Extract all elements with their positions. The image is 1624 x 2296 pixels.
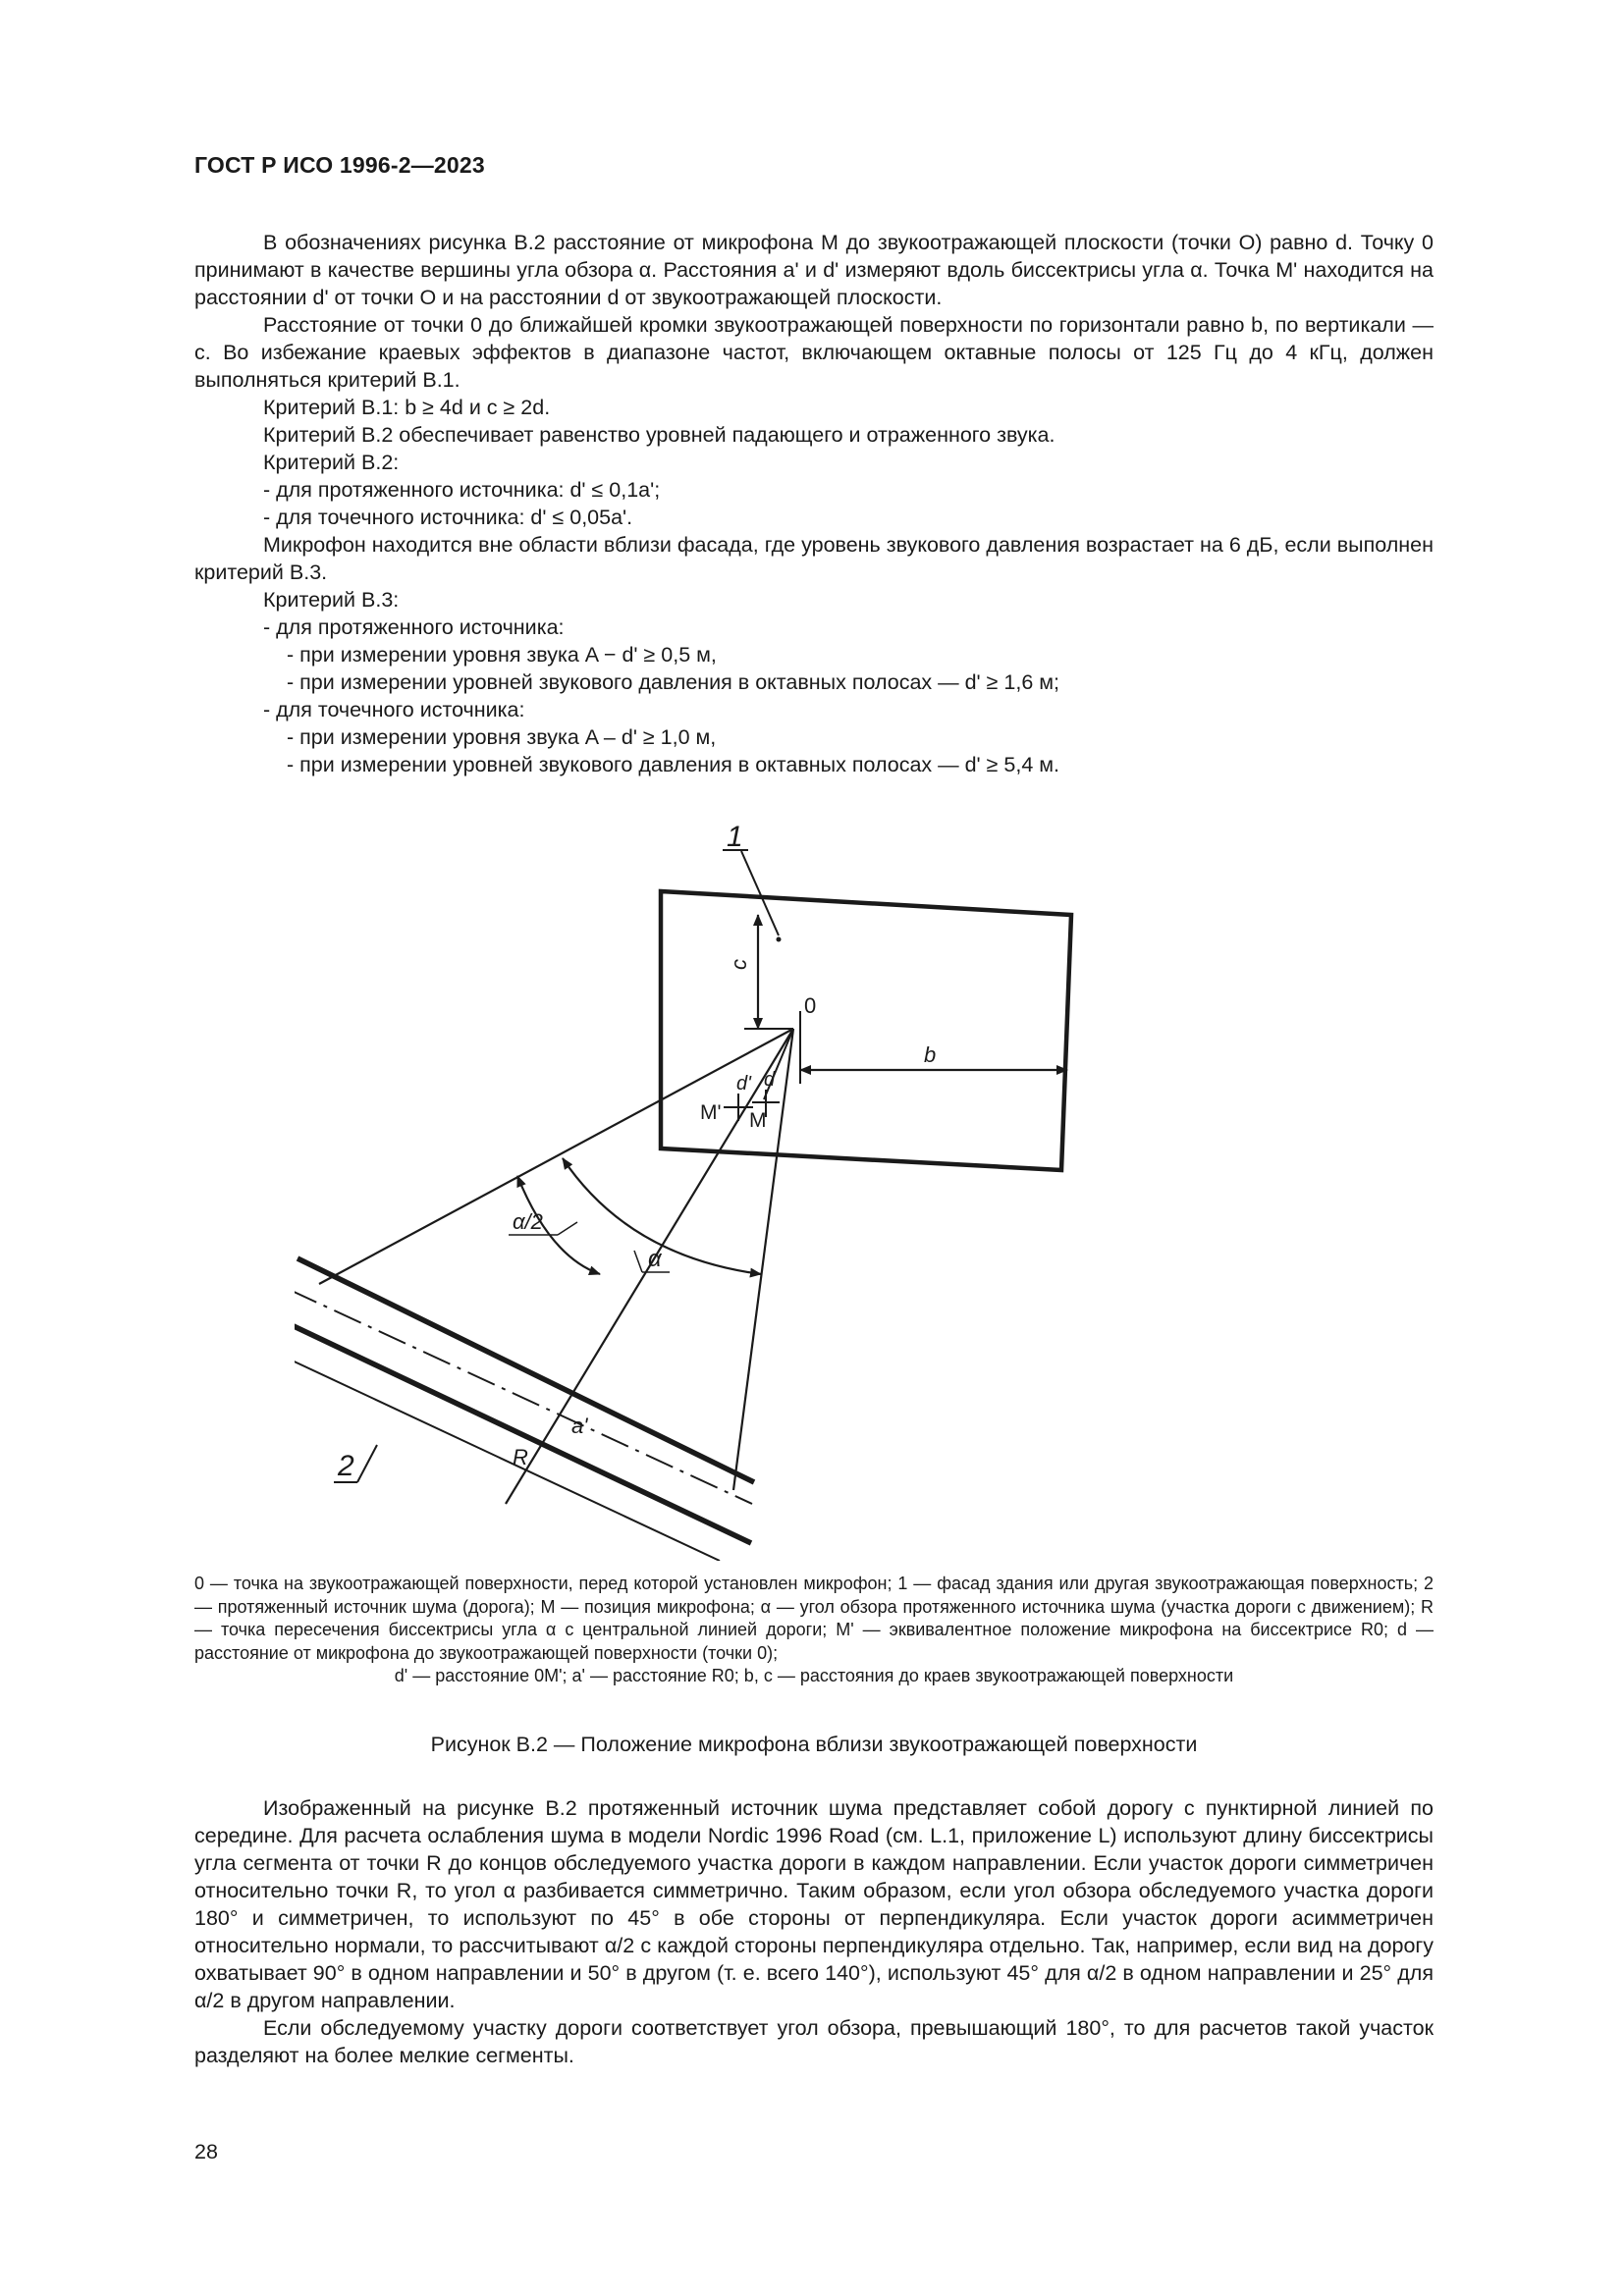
intro-paragraph-2: Расстояние от точки 0 до ближайшей кромки звукоотражающей поверхности по горизонтали равно b, по вертикали — c. Во избежание краевых эффектов в диапазоне частот, включающем октавные полосы от 125 Гц до 4 кГц, должен выполняться критерий В.1.	[194, 313, 1434, 392]
microphone-paragraph: Микрофон находится вне области вблизи фасада, где уровень звукового давления возрастает на 6 дБ, если выполнен критерий В.3.	[194, 533, 1434, 584]
criterion-b2-line-source: - для протяженного источника: d' ≤ 0,1a';	[263, 478, 661, 502]
road-extent-arrow	[295, 1335, 720, 1561]
label-m: M	[749, 1109, 767, 1132]
label-a-prime: a'	[571, 1414, 588, 1438]
view-boundary-right	[733, 1029, 793, 1490]
criterion-b3-line-octave: - при измерении уровней звукового давления в октавных полосах — d' ≥ 1,6 м;	[287, 670, 1060, 694]
label-d: d	[764, 1069, 776, 1091]
criterion-b2-point-source: - для точечного источника: d' ≤ 0,05a'.	[263, 506, 633, 529]
label-c: c	[727, 959, 751, 970]
criterion-b2-title: Критерий В.2:	[263, 451, 400, 474]
criterion-b3-title: Критерий В.3:	[263, 588, 400, 612]
criterion-b3-point-octave: - при измерении уровней звукового давления в октавных полосах — d' ≥ 5,4 м.	[287, 753, 1060, 776]
view-boundary-left	[319, 1029, 793, 1284]
label-r: R	[513, 1445, 528, 1469]
label-1-leader	[741, 851, 779, 935]
body-text	[194, 1794, 1434, 2069]
label-1: 1	[727, 821, 743, 853]
criterion-b1: Критерий В.1: b ≥ 4d и c ≥ 2d.	[263, 396, 551, 419]
arc-alpha	[563, 1158, 761, 1274]
intro-paragraph-1: В обозначениях рисунка В.2 расстояние от микрофона M до звукоотражающей плоскости (точки O) равно d. Точку 0 принимают в качестве вершины угла обзора α. Расстояния a' и d' измеряют вдоль биссектрисы угла α. Точка M' находится на расстоянии d' от точки O и на расстоянии d от звукоотражающей плоскости.	[194, 231, 1434, 309]
figure-b2	[295, 805, 1178, 1561]
figure-b2-diagram	[295, 805, 1178, 1561]
label-alpha-leader	[634, 1251, 642, 1272]
criterion-b3-point-source: - для точечного источника:	[263, 698, 525, 721]
legend-text: 0 — точка на звукоотражающей поверхности, перед которой установлен микрофон; 1 — фасад здания или другая звукоотражающая поверхность; 2 — протяженный источник шума (дорога); M — позиция микрофона; α — угол обзора протяженного источника шума (участка дороги с движением); R — точка пересечения биссектрисы угла α с центральной линией дороги; M' — эквивалентное положение микрофона на биссектрисе R0; d — расстояние от микрофона до звукоотражающей поверхности (точки 0);	[194, 1574, 1434, 1663]
criterion-b3-point-level-a: - при измерении уровня звука A – d' ≥ 1,0 м,	[287, 725, 717, 749]
legend-text-last: d' — расстояние 0M'; a' — расстояние R0; b, c — расстояния до краев звукоотражающей поверхности	[394, 1666, 1234, 1685]
facade-rectangle	[661, 891, 1071, 1170]
label-0: 0	[804, 993, 817, 1018]
page-number: 28	[194, 2140, 218, 2163]
criterion-b3-line-source: - для протяженного источника:	[263, 615, 565, 639]
road-lower-edge	[295, 1298, 751, 1543]
document-header: ГОСТ Р ИСО 1996-2—2023	[194, 152, 485, 178]
label-alpha-half-leader	[558, 1222, 577, 1235]
body-paragraph-1: Изображенный на рисунке В.2 протяженный источник шума представляет собой дорогу с пунктирной линией по середине. Для расчета ослабления шума в модели Nordic 1996 Road (см. L.1, приложение L) используют длину биссектрисы угла сегмента от точки R до концов обследуемого участка дороги в каждом направлении. Если участок дороги симметричен относительно точки R, то угол α разбивается симметрично. Таким образом, если угол обзора обследуемого участка дороги 180° и симметричен, то используют по 45° в обе стороны от перпендикуляра. Если участок дороги асимметричен относительно нормали, то рассчитывают α/2 с каждой стороны перпендикуляра отдельно. Так, например, если вид на дорогу охватывает 90° в одном направлении и 50° в другом (т. е. всего 140°), используют 45° для α/2 в одном направлении и 25° для α/2 в другом направлении.	[194, 1796, 1434, 2012]
label-b: b	[924, 1042, 937, 1067]
label-2: 2	[338, 1450, 354, 1482]
label-alpha-half: α/2	[513, 1209, 543, 1234]
figure-legend	[194, 1573, 1434, 1688]
facade-point	[777, 937, 782, 942]
label-alpha: α	[648, 1246, 662, 1272]
intro-text	[194, 229, 1434, 778]
figure-caption: Рисунок В.2 — Положение микрофона вблизи звукоотражающей поверхности	[430, 1733, 1198, 1756]
label-d-prime: d'	[736, 1073, 751, 1095]
label-m-prime: M'	[700, 1101, 722, 1124]
criterion-b3-line-level-a: - при измерении уровня звука A − d' ≥ 0,5 м,	[287, 643, 717, 667]
body-paragraph-2: Если обследуемому участку дороги соответствует угол обзора, превышающий 180°, то для расчетов такой участок разделяют на более мелкие сегменты.	[194, 2016, 1434, 2067]
criterion-b2-description: Критерий В.2 обеспечивает равенство уровней падающего и отраженного звука.	[263, 423, 1056, 447]
label-2-leader	[357, 1445, 377, 1482]
